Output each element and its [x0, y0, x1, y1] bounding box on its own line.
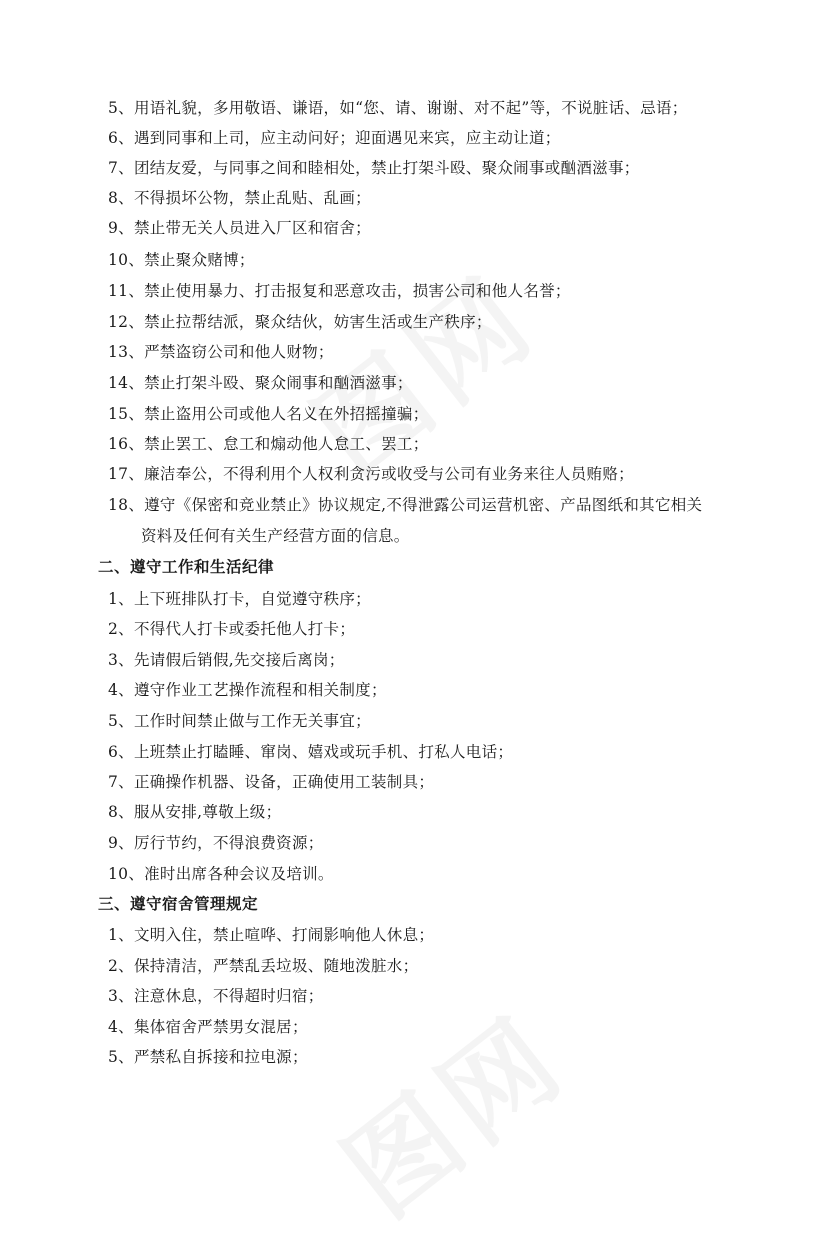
- list-item: 15、禁止盗用公司或他人名义在外招摇撞骗；: [108, 405, 429, 423]
- section-heading: 二、遵守工作和生活纪律: [98, 558, 275, 576]
- list-item: 13、严禁盗窃公司和他人财物；: [108, 343, 334, 361]
- list-item: 14、禁止打架斗殴、聚众闹事和酗酒滋事；: [108, 374, 413, 392]
- list-item: 5、用语礼貌，多用敬语、谦语，如“您、请、谢谢、对不起”等，不说脏话、忌语；: [108, 99, 688, 117]
- list-item: 16、禁止罢工、怠工和煽动他人怠工、罢工；: [108, 435, 429, 453]
- list-item: 9、厉行节约，不得浪费资源；: [108, 834, 324, 852]
- list-item: 2、保持清洁，严禁乱丢垃圾、随地泼脏水；: [108, 957, 419, 975]
- list-item: 1、文明入住，禁止喧哗、打闹影响他人休息；: [108, 926, 435, 944]
- list-item: 7、团结友爱，与同事之间和睦相处，禁止打架斗殴、聚众闹事或酗酒滋事；: [108, 159, 640, 177]
- list-item: 12、禁止拉帮结派，聚众结伙，妨害生活或生产秩序；: [108, 313, 492, 331]
- list-item: 9、禁止带无关人员进入厂区和宿舍；: [108, 219, 371, 237]
- list-item: 18、遵守《保密和竞业禁止》协议规定,不得泄露公司运营机密、产品图纸和其它相关: [108, 496, 703, 514]
- watermark: [307, 973, 593, 1245]
- list-item: 7、正确操作机器、设备，正确使用工装制具；: [108, 773, 435, 791]
- list-item: 11、禁止使用暴力、打击报复和恶意攻击，损害公司和他人名誉；: [108, 282, 571, 300]
- list-item: 17、廉洁奉公，不得利用个人权利贪污或收受与公司有业务来往人员贿赂；: [108, 465, 634, 483]
- list-item: 5、工作时间禁止做与工作无关事宜；: [108, 712, 371, 730]
- list-item: 8、不得损坏公物，禁止乱贴、乱画；: [108, 189, 371, 207]
- list-item-continuation: 资料及任何有关生产经营方面的信息。: [141, 527, 410, 545]
- list-item: 4、遵守作业工艺操作流程和相关制度；: [108, 681, 387, 699]
- list-item: 2、不得代人打卡或委托他人打卡；: [108, 620, 356, 638]
- list-item: 10、准时出席各种会议及培训。: [108, 865, 334, 883]
- list-item: 6、遇到同事和上司，应主动问好；迎面遇见来宾，应主动让道；: [108, 129, 561, 147]
- list-item: 10、禁止聚众赌博；: [108, 251, 255, 269]
- list-item: 1、上下班排队打卡，自觉遵守秩序；: [108, 590, 371, 608]
- list-item: 3、注意休息，不得超时归宿；: [108, 987, 324, 1005]
- list-item: 4、集体宿舍严禁男女混居；: [108, 1018, 308, 1036]
- list-item: 3、先请假后销假,先交接后离岗；: [108, 651, 345, 669]
- list-item: 6、上班禁止打瞌睡、窜岗、嬉戏或玩手机、打私人电话；: [108, 743, 514, 761]
- list-item: 8、服从安排,尊敬上级；: [108, 803, 282, 821]
- list-item: 5、严禁私自拆接和拉电源；: [108, 1048, 308, 1066]
- section-heading: 三、遵守宿舍管理规定: [98, 895, 259, 913]
